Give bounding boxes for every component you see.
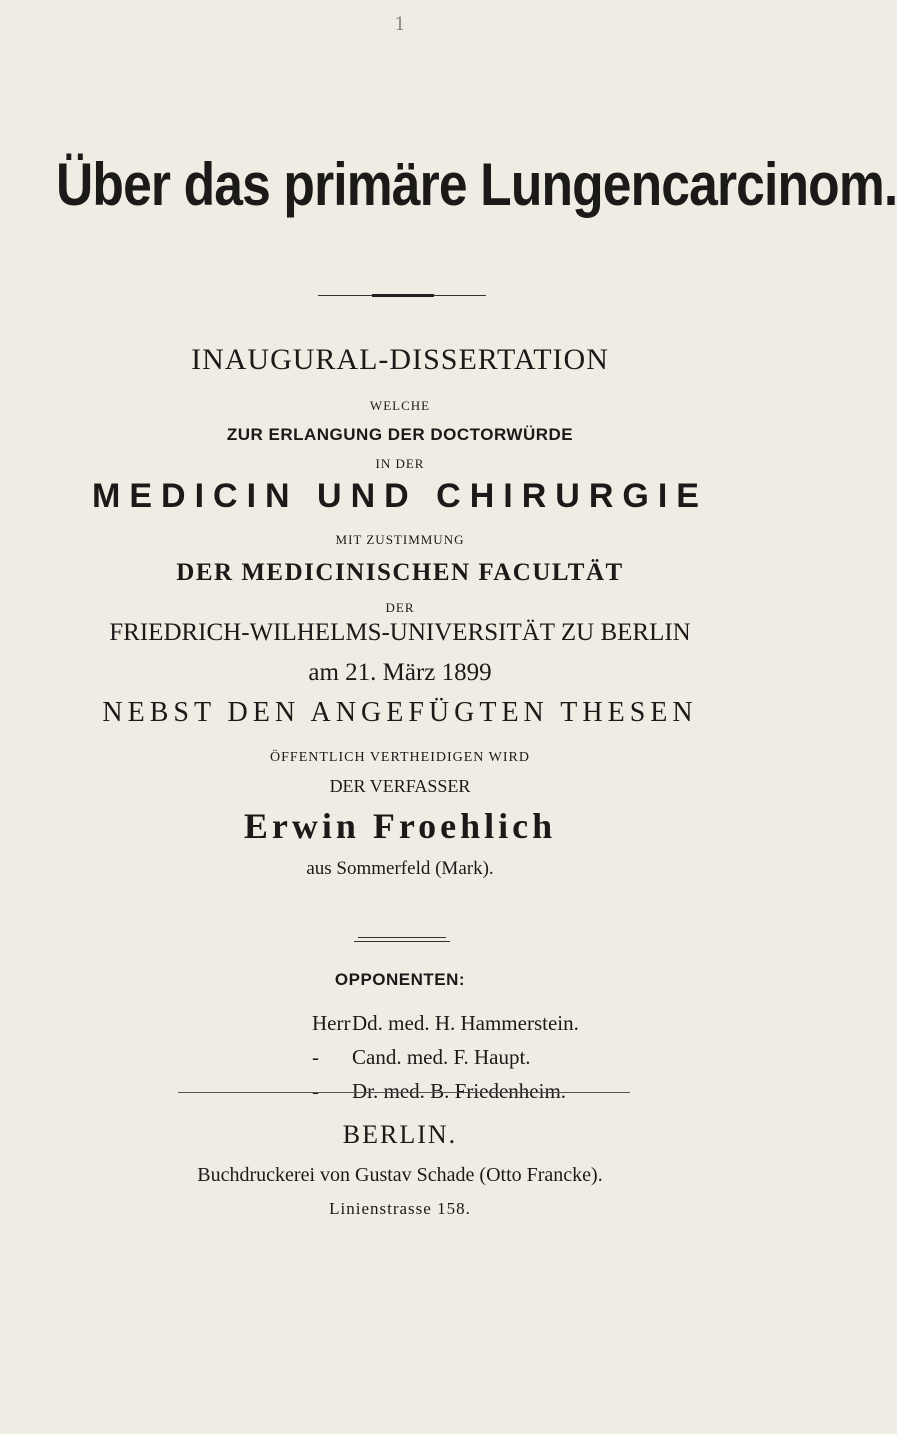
theses-line: NEBST DEN ANGEFÜGTEN THESEN [102,697,698,728]
page-number: 1 [394,14,406,35]
dissertation-title: Über das primäre Lungencarcinom. [56,151,897,218]
document-type: INAUGURAL-DISSERTATION [191,343,609,376]
title-divider-thick [372,294,434,297]
imprint-city: BERLIN. [342,1120,458,1149]
der-line: DER [385,600,415,615]
opponent-prefix: - [312,1045,319,1069]
list-item [312,1074,572,1108]
list-item [312,1040,572,1074]
imprint-divider [178,1092,630,1093]
in-der-line: IN DER [375,456,425,471]
double-rule-top [358,937,446,938]
date-line: am 21. März 1899 [308,659,492,686]
opponent-name: Cand. med. F. Haupt. [352,1045,531,1069]
purpose-line: ZUR ERLANGUNG DER DOCTORWÜRDE [226,425,574,444]
imprint-address: Linienstrasse 158. [329,1199,471,1218]
consent-line: MIT ZUSTIMMUNG [335,532,465,547]
opponent-name: Dd. med. H. Hammerstein. [352,1011,579,1035]
welche-line: WELCHE [369,398,431,413]
opponent-name: Dr. med. B. Friedenheim. [352,1079,567,1103]
author-origin: aus Sommerfeld (Mark). [306,858,494,879]
opponent-prefix: - [312,1079,319,1103]
author-label: DER VERFASSER [329,776,471,796]
defense-line: ÖFFENTLICH VERTHEIDIGEN WIRD [270,750,530,765]
faculty-line: DER MEDICINISCHEN FACULTÄT [176,559,624,586]
university-line: FRIEDRICH-WILHELMS-UNIVERSITÄT ZU BERLIN [109,619,691,646]
opponent-prefix: Herr [312,1011,351,1035]
imprint-printer: Buchdruckerei von Gustav Schade (Otto Francke). [197,1164,603,1186]
opponents-heading: OPPONENTEN: [334,970,466,989]
list-item [312,1006,579,1040]
double-rule-bottom [354,941,450,942]
author-name: Erwin Froehlich [243,806,557,846]
subject-line: MEDICIN UND CHIRURGIE [92,477,708,515]
